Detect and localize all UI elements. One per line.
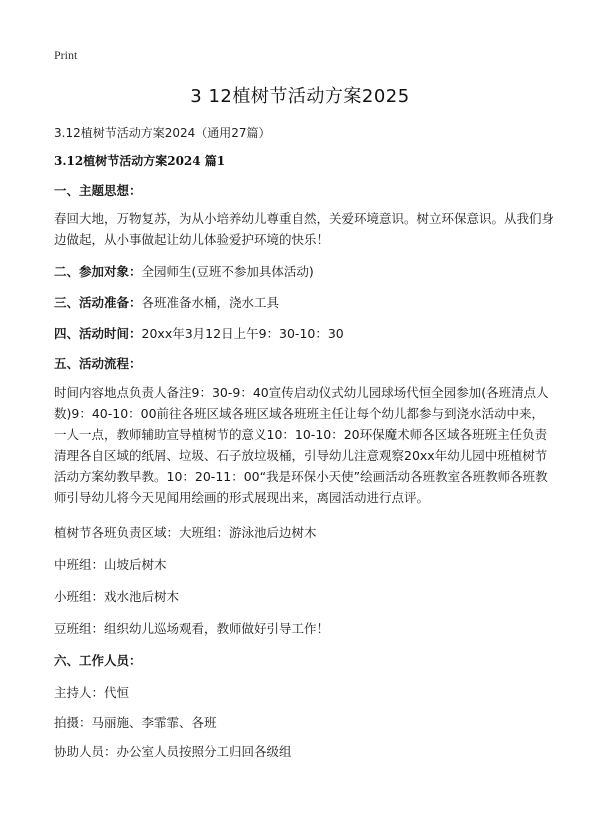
host-text: 主持人：代恒 xyxy=(54,685,130,700)
photographer-line xyxy=(54,712,554,733)
area-assignment-text: 植树节各班负责区域：大班组：游泳池后边树木 xyxy=(54,525,317,540)
preparation-label: 三、活动准备： xyxy=(54,295,142,310)
process-body-text: 时间内容地点负责人备注9：30-9：40宣传启动仪式幼儿园球场代恒全园参加(各班清点人数)9：40-10：00前往各班区域各班区域各班班主任让每个幼儿都参与到浇水活动中来，一人一点，教师辅助宣导植树节的意义10：10-10：20环保魔术师各区域各班班主任负责清理各自区域的纸屑、垃圾、石子放垃圾桶，引导幼儿注意观察20xx年幼儿园中班植树节活动方案幼教早教。10：20-11：00“我是环保小天使”绘画活动各班教室各班教师各班教师引导幼儿将今天见闻用绘画的形式展现出来，离园活动进行点评。 xyxy=(54,385,549,505)
small-group-text: 小班组：戏水池后树木 xyxy=(54,589,180,604)
staff-heading-text: 六、工作人员： xyxy=(54,653,142,668)
print-link[interactable]: Print xyxy=(54,48,78,62)
preparation-value: 各班准备水桶，浇水工具 xyxy=(141,295,280,310)
small-group xyxy=(54,586,554,607)
preparation-line xyxy=(54,292,554,313)
process-heading xyxy=(54,353,554,374)
assistants-line xyxy=(54,741,554,762)
assistants-text: 协助人员：办公室人员按照分工归回各级组 xyxy=(54,744,292,759)
middle-group-text: 中班组：山坡后树木 xyxy=(54,557,167,572)
time-line xyxy=(54,323,554,344)
participants-line xyxy=(54,261,554,282)
participants-value: 全园师生(豆班不参加具体活动) xyxy=(141,264,314,279)
bean-group xyxy=(54,618,554,639)
time-label: 四、活动时间： xyxy=(54,326,142,341)
process-body xyxy=(54,382,554,508)
document-subtitle: 3.12植树节活动方案2024（通用27篇） xyxy=(54,126,271,140)
staff-heading xyxy=(54,650,554,671)
bean-group-text: 豆班组：组织幼儿巡场观看，教师做好引导工作！ xyxy=(54,621,330,636)
theme-body-text: 春回大地，万物复苏，为从小培养幼儿尊重自然，关爱环境意识。树立环保意识。从我们身边做起，从小事做起让幼儿体验爱护环境的快乐！ xyxy=(54,211,555,247)
theme-heading xyxy=(54,180,554,201)
photographer-text: 拍摄：马丽施、李霏霏、各班 xyxy=(54,715,217,730)
article-heading: 3.12植树节活动方案2024 篇1 xyxy=(54,154,226,168)
host-line xyxy=(54,682,554,703)
participants-label: 二、参加对象： xyxy=(54,264,142,279)
area-assignment xyxy=(54,522,554,543)
process-heading-text: 五、活动流程： xyxy=(54,356,142,371)
theme-body xyxy=(54,208,554,250)
page-title: 3 12植树节活动方案2025 xyxy=(190,86,410,107)
time-value: 20xx年3月12日上午9：30-10：30 xyxy=(141,326,344,341)
theme-heading-text: 一、主题思想： xyxy=(54,183,142,198)
middle-group xyxy=(54,554,554,575)
